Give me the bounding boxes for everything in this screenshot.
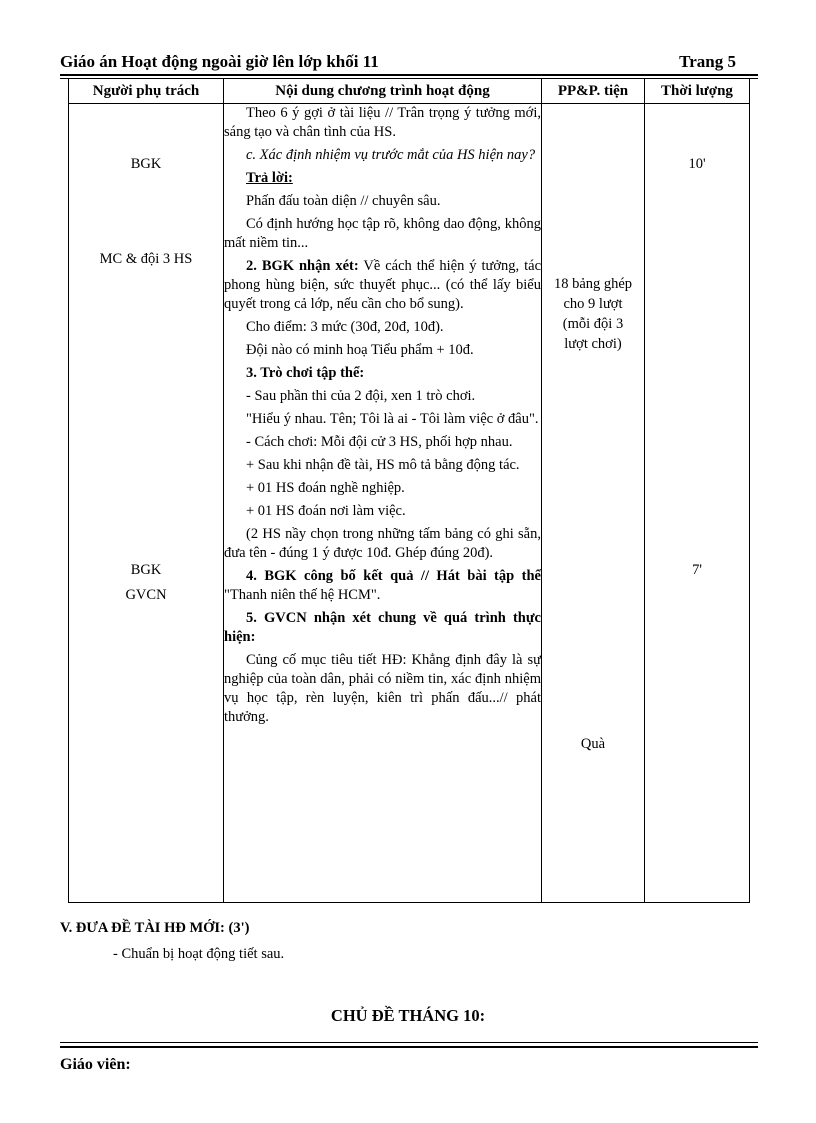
- means-gift: Quà: [580, 736, 606, 752]
- header-rule: [60, 74, 758, 76]
- table-header-row: [69, 79, 750, 104]
- content-paragraph: - Cách chơi: Mỗi đội cử 3 HS, phối hợp nhau.: [246, 434, 513, 450]
- content-section-2: 2. BGK nhận xét: Về cách thể hiện ý tưởng, tác phong hùng biện, sức thuyết phục... (có thể lấy biểu quyết trong cả lớp, nếu cần cho bổ sung).: [224, 258, 542, 312]
- header-means: PP&P. tiện: [542, 79, 645, 104]
- duration-first: 10': [688, 156, 706, 172]
- header-responsible: Người phụ trách: [69, 79, 224, 104]
- content-paragraph: + Sau khi nhận đề tài, HS mô tả bằng động tác.: [246, 457, 520, 473]
- content-question: c. Xác định nhiệm vụ trước mắt của HS hiện nay?: [246, 147, 536, 163]
- content-paragraph: + 01 HS đoán nghề nghiệp.: [246, 480, 405, 496]
- footer-rule-thin: [60, 1042, 758, 1043]
- duration-cell: [645, 104, 750, 903]
- teacher-label: Giáo viên:: [60, 1056, 131, 1073]
- content-section-5: 5. GVCN nhận xét chung về quá trình thực hiện:: [224, 610, 541, 645]
- page-number: Trang 5: [679, 52, 736, 71]
- means-boards: 18 bảng ghép cho 9 lượt (mỗi đội 3 lượt chơi): [553, 276, 633, 352]
- month-topic-title: CHỦ ĐỀ THÁNG 10:: [330, 1006, 486, 1025]
- content-paragraph: Phấn đấu toàn diện // chuyên sâu.: [246, 193, 441, 209]
- header-duration: Thời lượng: [645, 79, 750, 104]
- activity-table: [68, 78, 750, 903]
- content-paragraph: + 01 HS đoán nơi làm việc.: [246, 503, 406, 519]
- content-paragraph: "Hiểu ý nhau. Tên; Tôi là ai - Tôi làm việc ở đâu".: [246, 411, 539, 427]
- table-row: [69, 104, 750, 903]
- responsible-bgk-2: BGK: [130, 562, 162, 578]
- content-paragraph: Củng cố mục tiêu tiết HĐ: Khẳng định đây là sự nghiệp của toàn dân, phải có niềm tin, xác định nhiệm vụ học tập, rèn luyện, kiên trì phấn đấu...// phát thưởng.: [224, 652, 541, 725]
- section-v-title: V. ĐƯA ĐỀ TÀI HĐ MỚI: (3'): [60, 920, 250, 936]
- content-paragraph: (2 HS nầy chọn trong những tấm bảng có ghi sẵn, đưa tên - đúng 1 ý được 10đ. Ghép đúng 20đ).: [224, 526, 541, 561]
- answer-label: Trả lời:: [246, 170, 293, 186]
- content-paragraph: Theo 6 ý gợi ở tài liệu // Trân trọng ý tưởng mới, sáng tạo và chân tình của HS.: [224, 105, 541, 140]
- content-paragraph: - Sau phần thi của 2 đội, xen 1 trò chơi.: [246, 388, 476, 404]
- duration-second: 7': [692, 562, 702, 578]
- content-paragraph: Đội nào có minh hoạ Tiểu phẩm + 10đ.: [246, 342, 474, 358]
- responsible-bgk: BGK: [130, 156, 162, 172]
- content-cell: [224, 104, 542, 903]
- section-v-line: - Chuẩn bị hoạt động tiết sau.: [113, 946, 285, 962]
- content-section-4: 4. BGK công bố kết quả // Hát bài tập thể "Thanh niên thế hệ HCM".: [224, 568, 541, 603]
- responsible-cell: [69, 104, 224, 903]
- header-content: Nội dung chương trình hoạt động: [224, 79, 542, 104]
- content-section-3: 3. Trò chơi tập thể:: [246, 365, 365, 381]
- content-paragraph: Cho điểm: 3 mức (30đ, 20đ, 10đ).: [246, 319, 444, 335]
- page-header: [60, 52, 736, 72]
- means-cell: [542, 104, 645, 903]
- content-paragraph: Có định hướng học tập rõ, không dao động, không mất niềm tin...: [224, 216, 541, 251]
- responsible-gvcn: GVCN: [125, 587, 167, 603]
- responsible-mc: MC & đội 3 HS: [99, 251, 193, 267]
- footer-rule: [60, 1046, 758, 1048]
- document-title: Giáo án Hoạt động ngoài giờ lên lớp khối 11: [60, 52, 379, 71]
